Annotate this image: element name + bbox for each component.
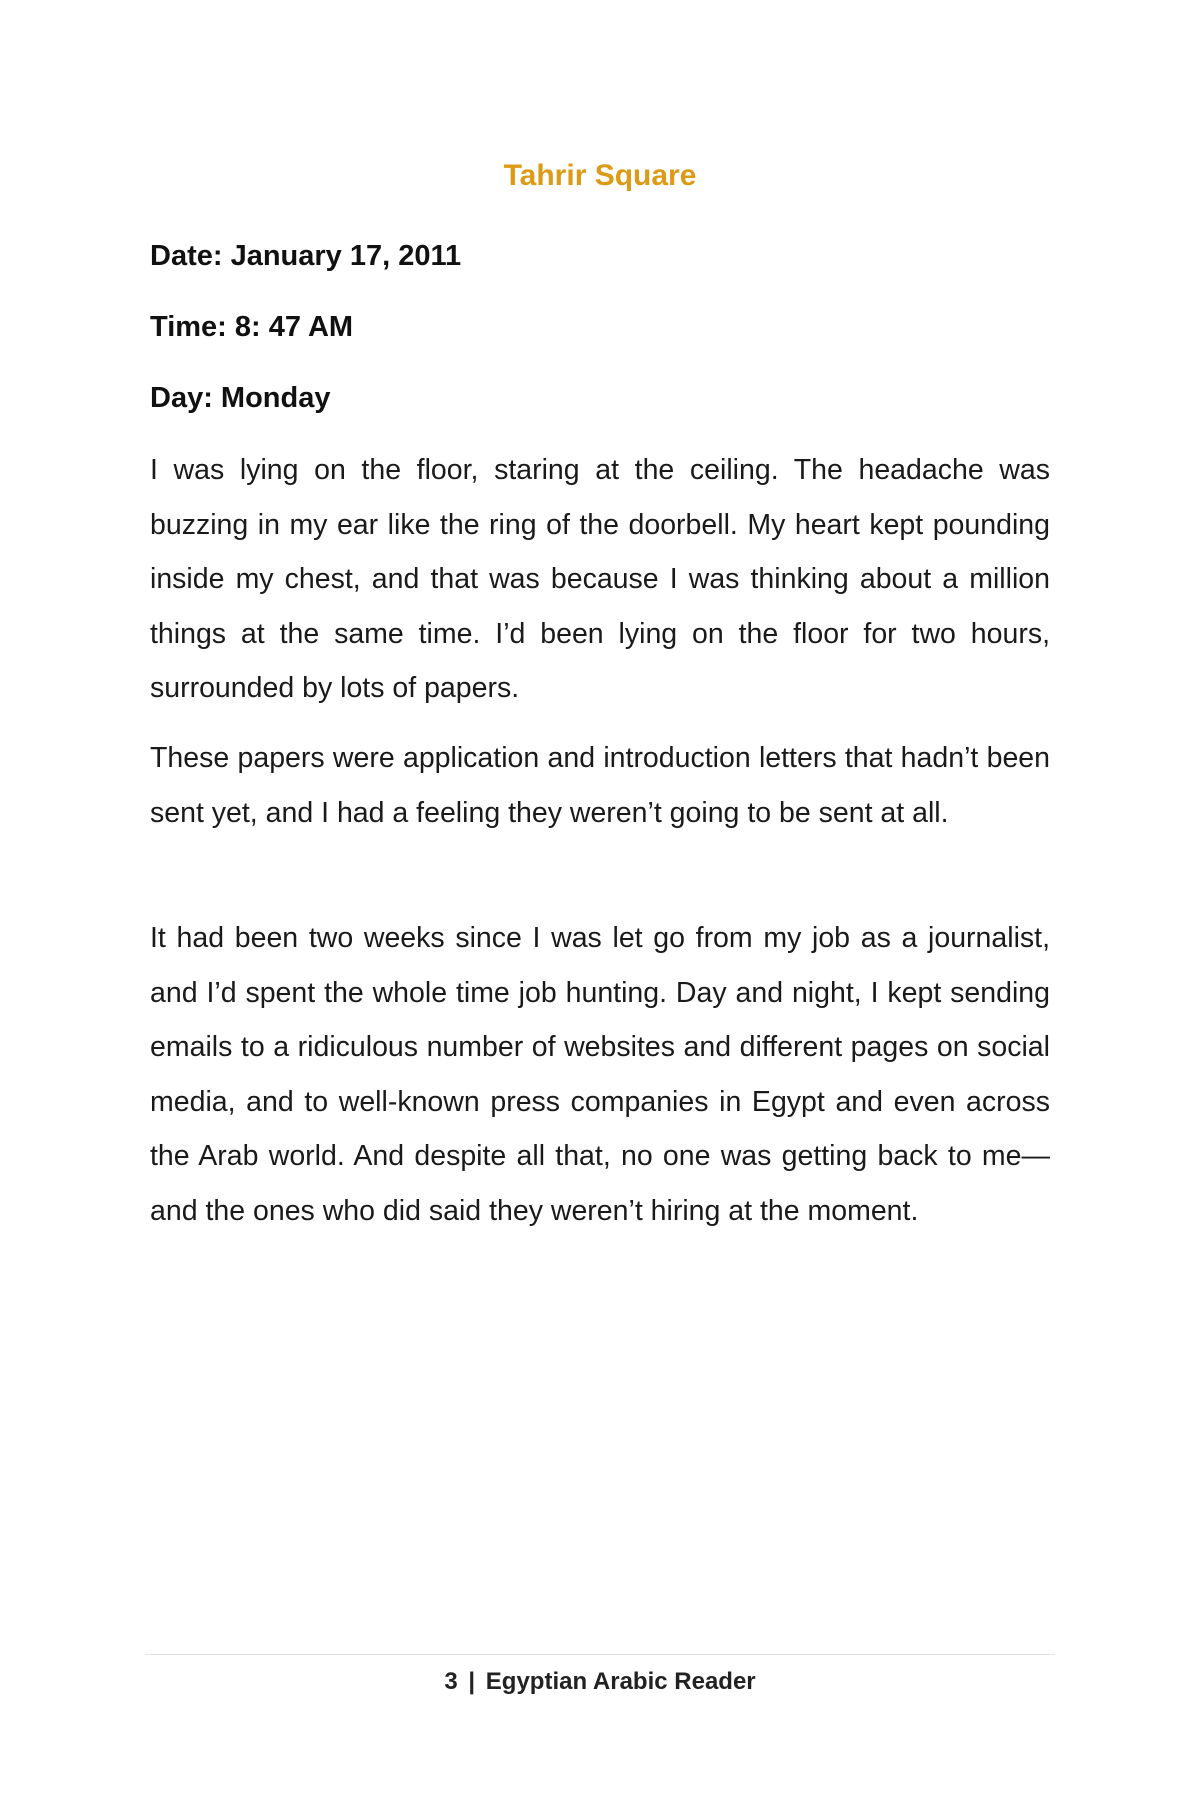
entry-day: Day: Monday <box>150 382 331 414</box>
paragraph: It had been two weeks since I was let go from my job as a journalist, and I’d spent the whole time job hunting. Day and night, I kept sending emails to a ridiculous number of websites and different pages on social media, and to well-known press companies in Egypt and even across the Arab world. And despite all that, no one was getting back to me—and the ones who did said they weren’t hiring at the moment. <box>150 922 1050 1227</box>
chapter-title: Tahrir Square <box>503 159 697 192</box>
document-page <box>150 0 1050 1800</box>
page-number: 3 <box>444 1668 458 1695</box>
footer-divider <box>145 1654 1055 1655</box>
entry-date: Date: January 17, 2011 <box>150 240 462 272</box>
paragraph: These papers were application and introduction letters that hadn’t been sent yet, and I had a feeling they weren’t going to be sent at all. <box>150 742 1050 829</box>
paragraph: I was lying on the floor, staring at the ceiling. The headache was buzzing in my ear like the ring of the doorbell. My heart kept pounding inside my chest, and that was because I was thinking about a million things at the same time. I’d been lying on the floor for two hours, surrounded by lots of papers. <box>150 454 1050 704</box>
page-footer <box>0 1666 1200 1698</box>
book-title: Egyptian Arabic Reader <box>485 1668 756 1695</box>
footer-separator: | <box>468 1668 476 1695</box>
entry-time: Time: 8: 47 AM <box>150 311 354 343</box>
